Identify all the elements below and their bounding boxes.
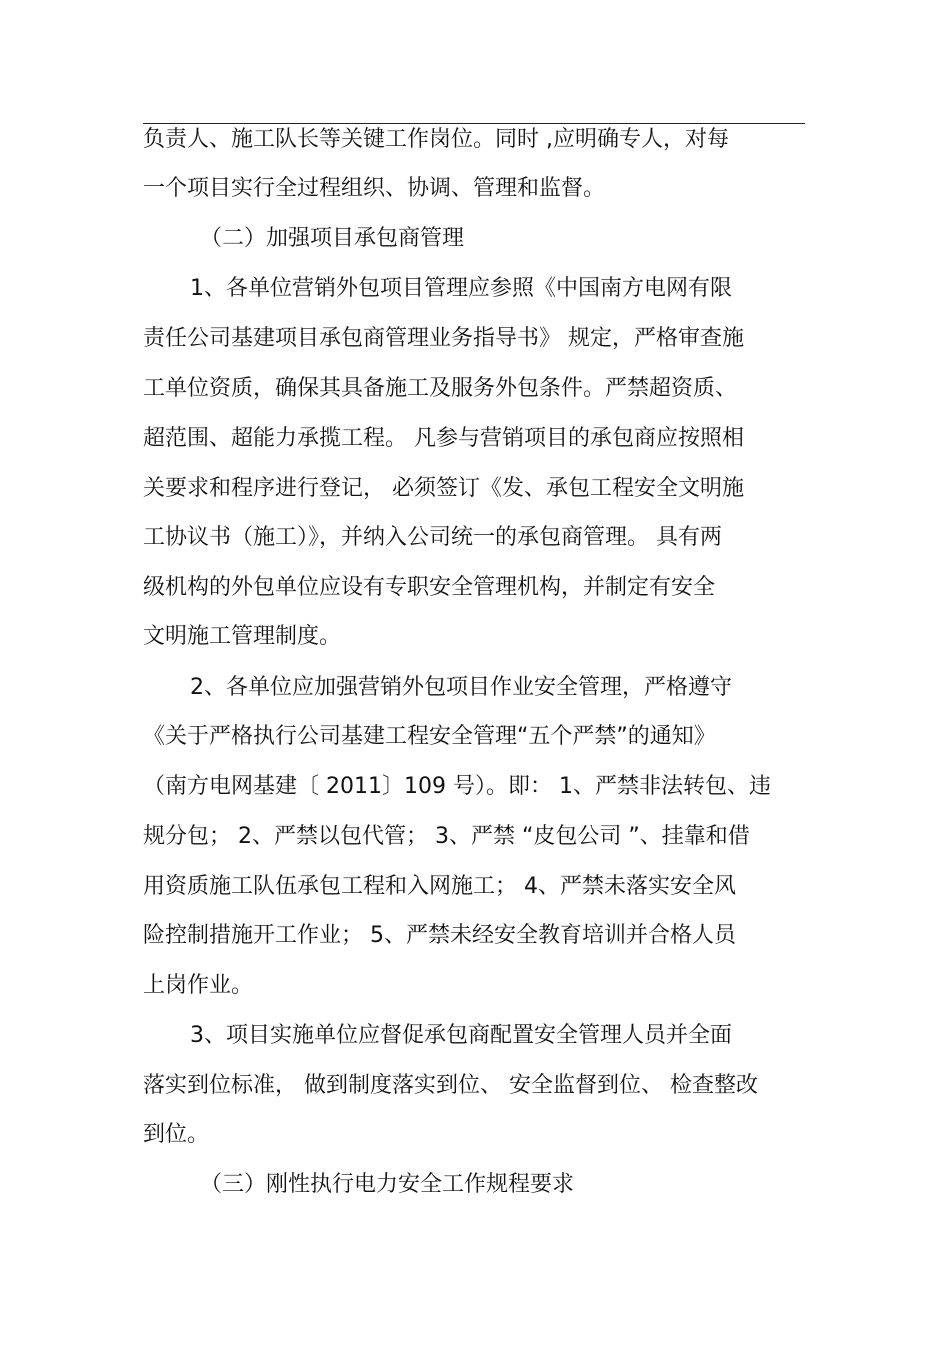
section-heading: （三）刚性执行电力安全工作规程要求 — [200, 1172, 575, 1197]
text-line: 用资质施工队伍承包工程和入网施工； 4、严禁未落实安全风 — [143, 874, 736, 899]
text-line: 落实到位标准， 做到制度落实到位、 安全监督到位、 检查整改 — [143, 1073, 758, 1098]
text-line: 1、各单位营销外包项目管理应参照《中国南方电网有限 — [190, 276, 732, 301]
text-line: （南方电网基建〔 2011〕109 号）。即： 1、严禁非法转包、违 — [143, 774, 771, 799]
text-line: 上岗作业。 — [143, 973, 254, 998]
text-line: 险控制措施开工作业； 5、严禁未经安全教育培训并合格人员 — [143, 923, 736, 948]
text-line: 《关于严格执行公司基建工程安全管理“五个严禁”的通知》 — [143, 724, 716, 749]
text-line: 工协议书（施工）》，并纳入公司统一的承包商管理。 具有两 — [143, 525, 722, 550]
text-line: 工单位资质，确保其具备施工及服务外包条件。严禁超资质、 — [143, 376, 738, 401]
text-line: 责任公司基建项目承包商管理业务指导书》 规定，严格审查施 — [143, 326, 744, 351]
text-line: 文明施工管理制度。 — [143, 624, 342, 649]
section-heading: （二）加强项目承包商管理 — [200, 226, 465, 251]
text-line: 关要求和程序进行登记， 必须签订《发、承包工程安全文明施 — [143, 476, 744, 501]
text-line: 规分包； 2、严禁以包代管； 3、严禁 “皮包公司 ”、挂靠和借 — [143, 824, 750, 849]
text-line: 2、各单位应加强营销外包项目作业安全管理，严格遵守 — [190, 675, 732, 700]
text-line: 3、项目实施单位应督促承包商配置安全管理人员并全面 — [190, 1023, 732, 1048]
text-line: 负责人、施工队长等关键工作岗位。同时 ,应明确专人，对每 — [143, 127, 729, 152]
text-line: 到位。 — [143, 1122, 210, 1147]
text-line: 级机构的外包单位应设有专职安全管理机构，并制定有安全 — [143, 575, 716, 600]
text-line: 一个项目实行全过程组织、协调、管理和监督。 — [143, 176, 606, 201]
text-line: 超范围、超能力承揽工程。 凡参与营销项目的承包商应按照相 — [143, 426, 744, 451]
header-rule — [143, 123, 805, 124]
